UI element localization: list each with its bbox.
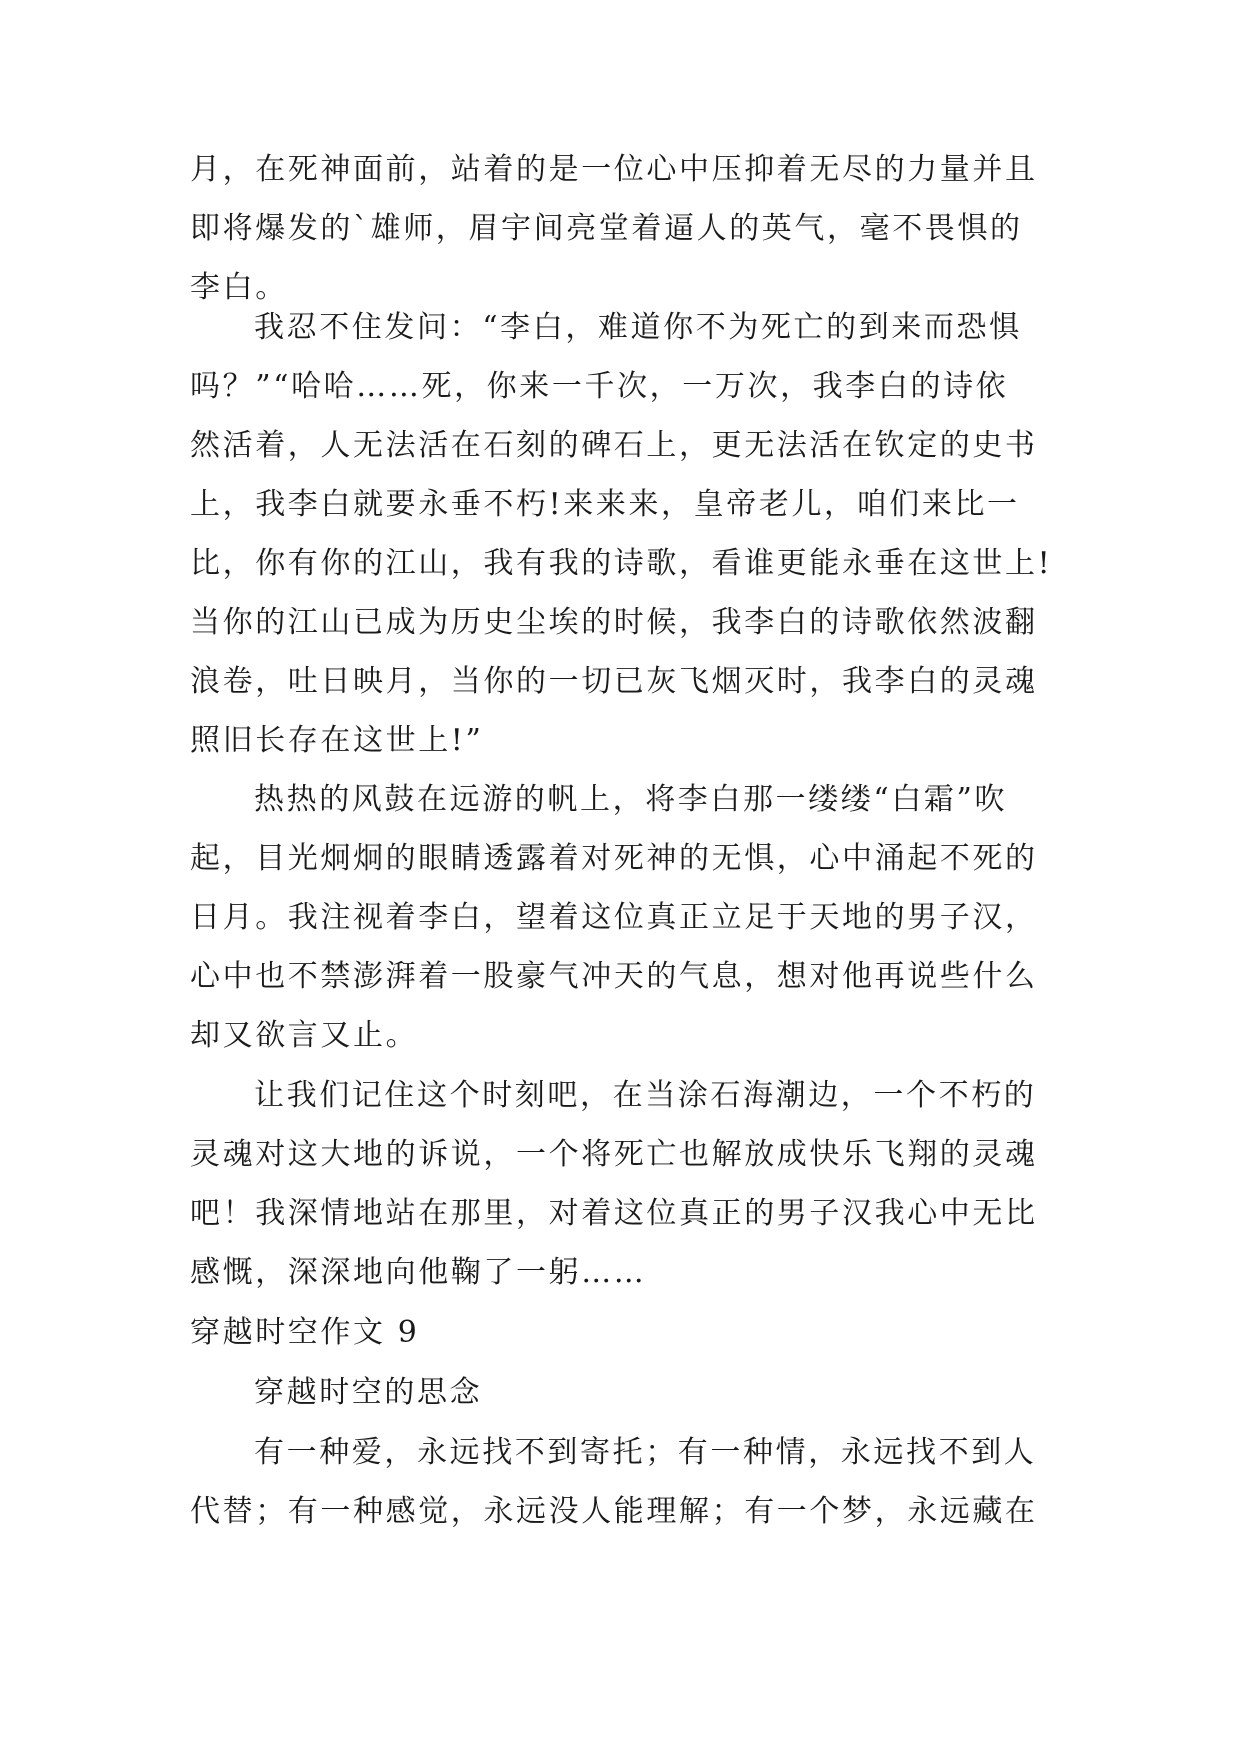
text-line: 我忍不住发问：“李白，难道你不为死亡的到来而恐惧 [254,310,1022,345]
text-line: 比，你有你的江山，我有我的诗歌，看谁更能永垂在这世上! [190,546,1053,581]
text-line: 灵魂对这大地的诉说，一个将死亡也解放成快乐飞翔的灵魂 [190,1137,1038,1172]
essay-title: 穿越时空的思念 [254,1375,483,1410]
text-line: 浪卷，吐日映月，当你的一切已灰飞烟灭时，我李白的灵魂 [190,664,1038,699]
text-line: 热热的风鼓在远游的帆上，将李白那一缕缕“白霜”吹 [254,782,1008,817]
paragraph-wind [190,770,1052,1065]
paragraph-dialogue [190,298,1052,770]
text-line: 李白。 [190,270,288,305]
essay-title-block [190,1363,1052,1422]
text-line: 让我们记住这个时刻吧，在当涂石海潮边，一个不朽的 [254,1078,1037,1113]
text-line: 起，目光炯炯的眼睛透露着对死神的无惧，心中涌起不死的 [190,841,1038,876]
text-line: 月，在死神面前，站着的是一位心中压抑着无尽的力量并且 [190,152,1038,187]
text-line: 然活着，人无法活在石刻的碑石上，更无法活在钦定的史书 [190,428,1038,463]
text-line: 上，我李白就要永垂不朽!来来来，皇帝老儿，咱们来比一 [190,487,1020,522]
text-line: 当你的江山已成为历史尘埃的时候，我李白的诗歌依然波翻 [190,605,1038,640]
text-line: 照旧长存在这世上!” [190,723,484,758]
text-line: 代替；有一种感觉，永远没人能理解；有一个梦，永远藏在 [190,1494,1038,1529]
text-line: 却又欲言又止。 [190,1018,419,1053]
paragraph-li-bai-description [190,140,1052,317]
text-line: 心中也不禁澎湃着一股豪气冲天的气息，想对他再说些什么 [190,959,1038,994]
text-line: 日月。我注视着李白，望着这位真正立足于天地的男子汉， [190,900,1038,935]
text-line: 有一种爱，永远找不到寄托；有一种情，永远找不到人 [254,1435,1037,1470]
section-title: 穿越时空作文 9 [190,1315,420,1350]
text-line: 吗？”“哈哈……死，你来一千次，一万次，我李白的诗依 [190,369,1009,404]
paragraph-longing [190,1423,1052,1541]
text-line: 感慨，深深地向他鞠了一躬…… [190,1255,647,1290]
section-heading-block [190,1303,1052,1362]
text-line: 吧！我深情地站在那里，对着这位真正的男子汉我心中无比 [190,1196,1038,1231]
text-line: 即将爆发的`雄师，眉宇间亮堂着逼人的英气，毫不畏惧的 [190,211,1023,246]
paragraph-remember [190,1066,1052,1302]
